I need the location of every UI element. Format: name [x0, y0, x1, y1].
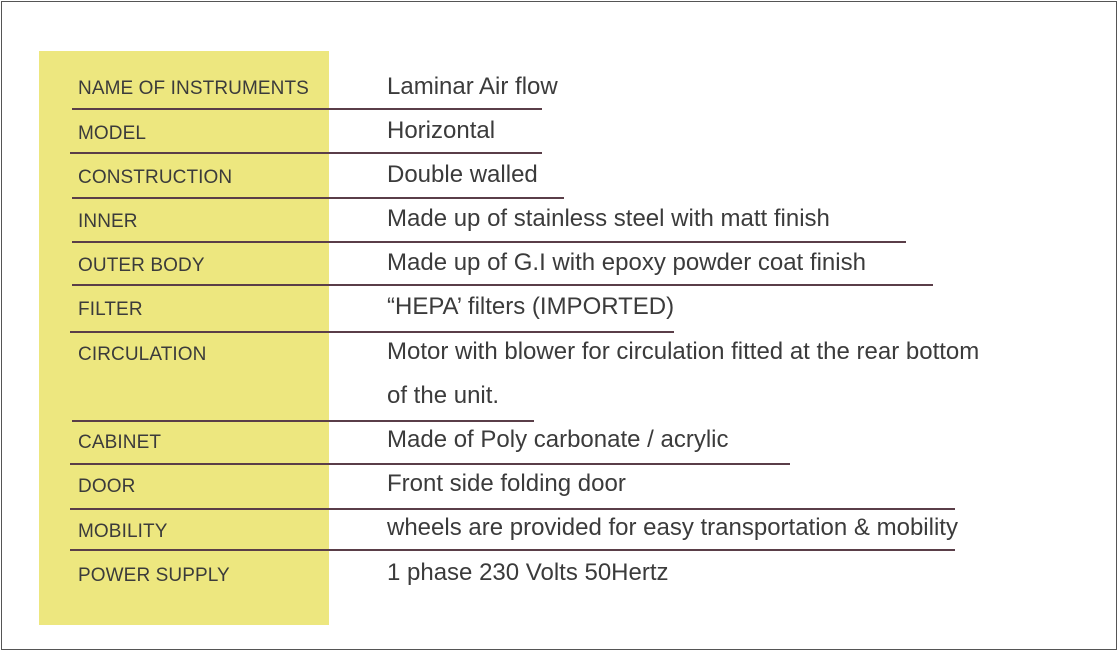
spec-value-name-of-instruments: Laminar Air flow [387, 73, 558, 100]
spec-value-cabinet: Made of Poly carbonate / acrylic [387, 426, 729, 453]
spec-value-mobility: wheels are provided for easy transportation & mobility [387, 514, 958, 541]
spec-value-inner: Made up of stainless steel with matt finish [387, 205, 830, 232]
spec-label-name-of-instruments: NAME OF INSTRUMENTS [78, 78, 309, 99]
spec-value-circulation-continued: of the unit. [387, 382, 500, 409]
spec-label-outer-body: OUTER BODY [78, 255, 205, 276]
spec-label-construction: CONSTRUCTION [78, 167, 233, 188]
spec-value-construction: Double walled [387, 161, 538, 188]
row-divider [72, 420, 534, 422]
spec-label-circulation: CIRCULATION [78, 344, 207, 365]
spec-label-filter: FILTER [78, 299, 143, 320]
spec-label-cabinet: CABINET [78, 432, 162, 453]
row-divider [72, 197, 564, 199]
spec-label-mobility: MOBILITY [78, 521, 168, 542]
row-divider [72, 241, 906, 243]
spec-value-model: Horizontal [387, 117, 496, 144]
row-divider [72, 284, 933, 286]
spec-label-model: MODEL [78, 123, 147, 144]
spec-label-inner: INNER [78, 211, 138, 232]
row-divider [70, 508, 955, 510]
spec-label-door: DOOR [78, 476, 136, 497]
row-divider [70, 463, 790, 465]
spec-value-circulation: Motor with blower for circulation fitted at the rear bottom [387, 338, 980, 365]
spec-value-filter: “HEPA’ filters (IMPORTED) [387, 293, 675, 320]
row-divider [70, 152, 542, 154]
spec-value-door: Front side folding door [387, 470, 626, 497]
row-divider [70, 549, 955, 551]
row-divider [72, 108, 542, 110]
spec-label-power-supply: POWER SUPPLY [78, 565, 230, 586]
row-divider [70, 331, 674, 333]
spec-value-power-supply: 1 phase 230 Volts 50Hertz [387, 559, 669, 586]
spec-value-outer-body: Made up of G.I with epoxy powder coat finish [387, 249, 866, 276]
